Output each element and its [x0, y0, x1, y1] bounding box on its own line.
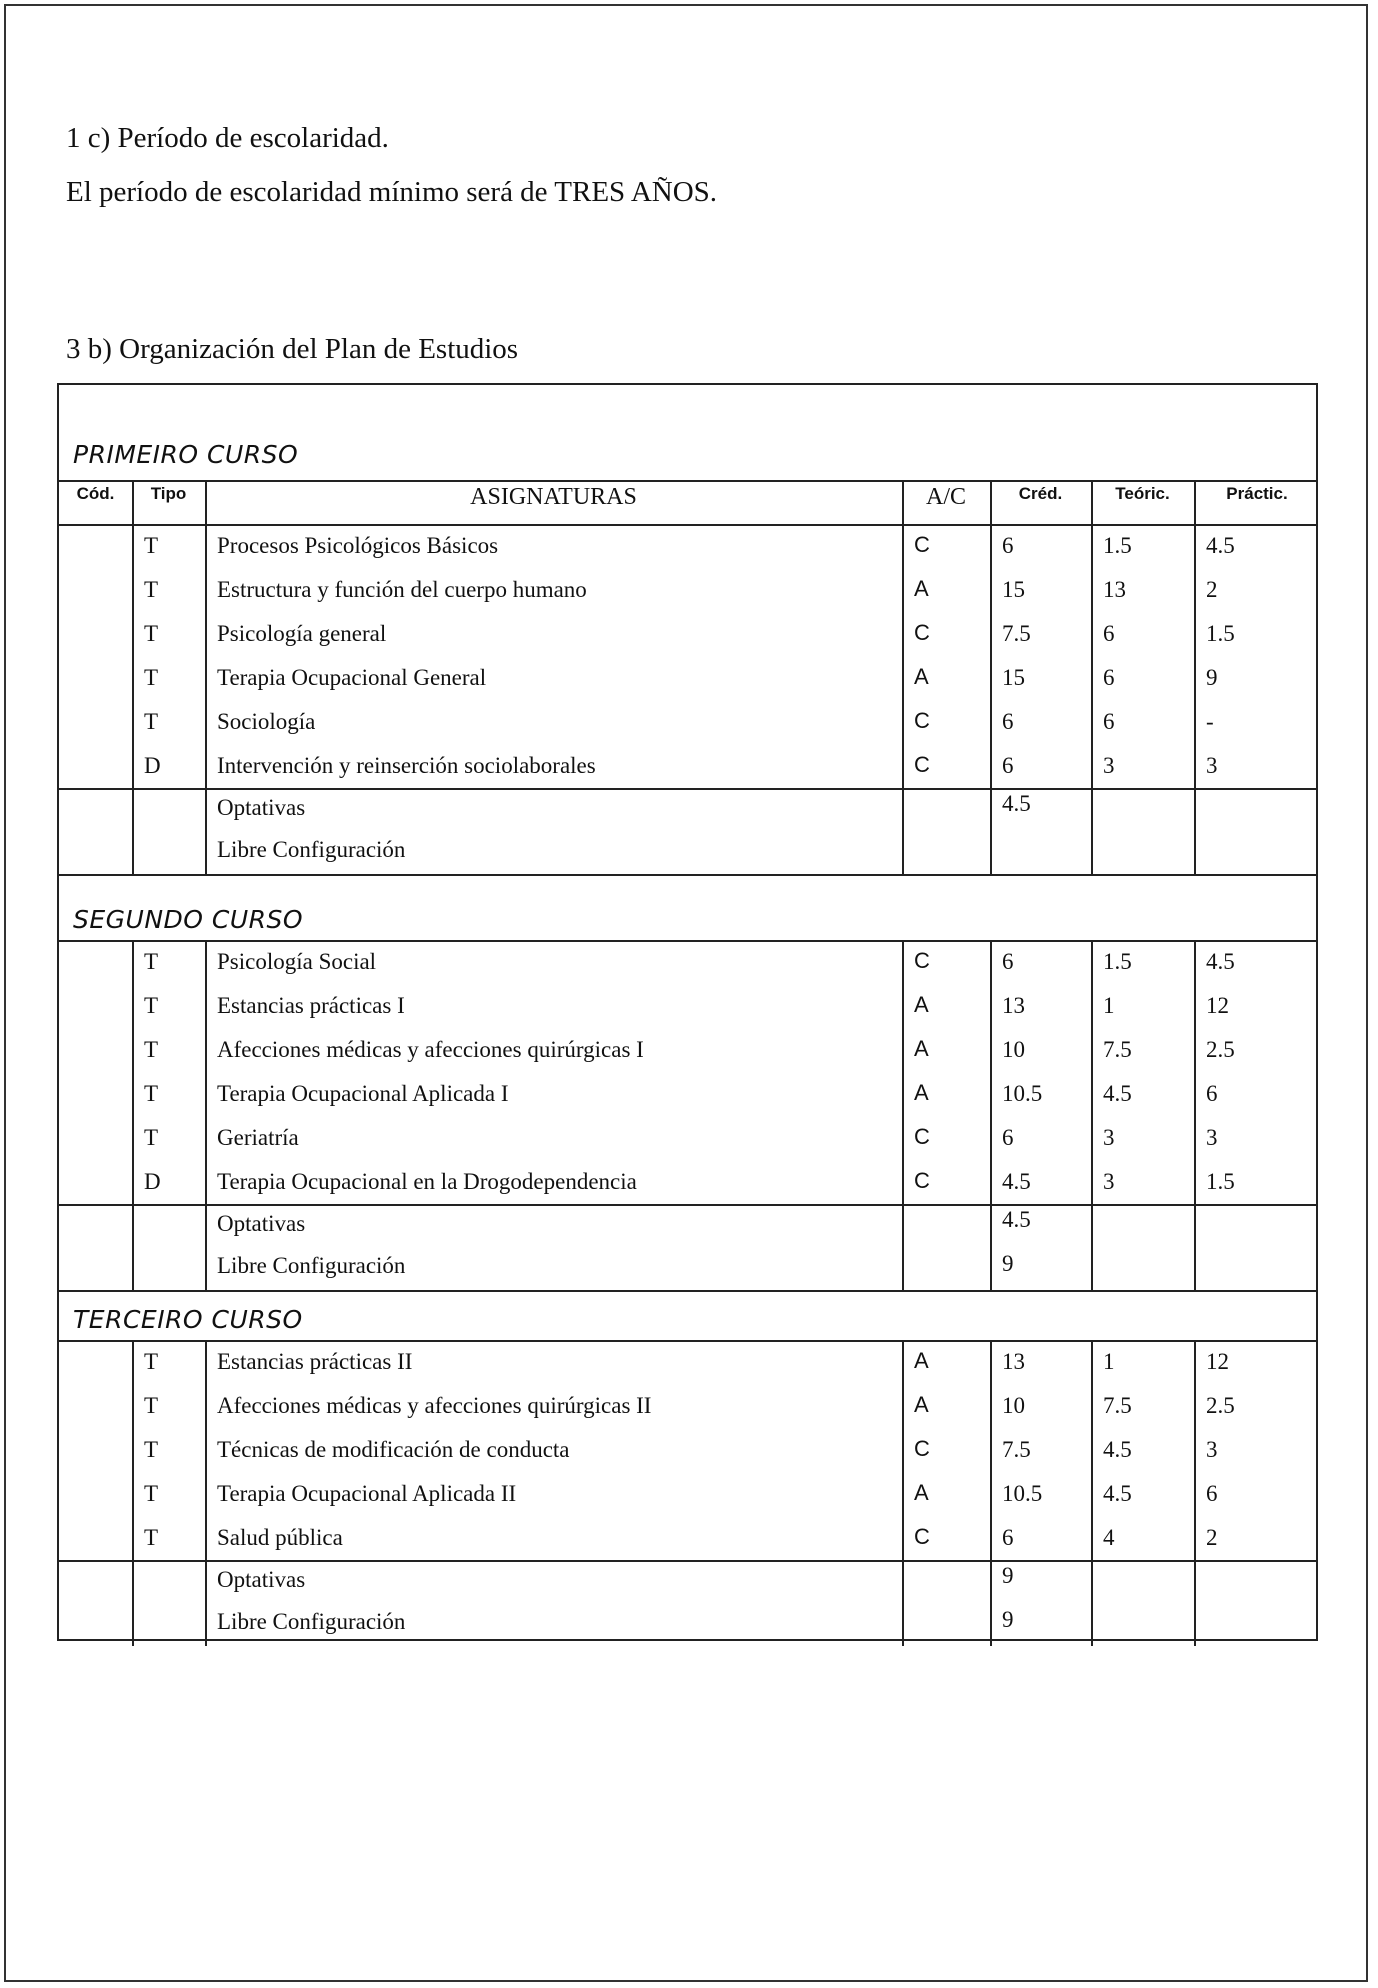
subject-practicos: 6	[1206, 1481, 1218, 1506]
subject-creditos: 6	[1002, 1525, 1014, 1550]
subject-teoricos: 3	[1103, 1125, 1115, 1150]
subject-ac: C	[914, 752, 930, 777]
subject-teoricos: 13	[1103, 577, 1126, 602]
subject-name: Terapia Ocupacional General	[217, 665, 487, 690]
libre-configuracion-label: Libre Configuración	[217, 1253, 406, 1278]
subject-tipo: T	[144, 621, 159, 646]
subject-teoricos: 6	[1103, 709, 1115, 734]
subject-teoricos: 6	[1103, 621, 1115, 646]
subject-creditos: 4.5	[1002, 1169, 1031, 1194]
libre-configuracion-creditos: 9	[1002, 1607, 1014, 1632]
column-divider	[132, 940, 134, 1290]
escolaridad-text: El período de escolaridad mínimo será de TRES AÑOS.	[66, 176, 718, 208]
subject-creditos: 10	[1002, 1393, 1025, 1418]
section-heading-plan: 3 b) Organización del Plan de Estudios	[66, 333, 519, 365]
row-divider	[59, 1560, 1316, 1562]
column-divider	[1194, 1340, 1196, 1646]
subject-name: Estancias prácticas II	[217, 1349, 413, 1374]
libre-configuracion-label: Libre Configuración	[217, 1609, 406, 1634]
subject-tipo: T	[144, 665, 159, 690]
row-divider	[59, 788, 1316, 790]
subject-ac: A	[914, 664, 929, 689]
subject-name: Terapia Ocupacional Aplicada I	[217, 1081, 509, 1106]
subject-teoricos: 4.5	[1103, 1437, 1132, 1462]
subject-creditos: 10.5	[1002, 1481, 1043, 1506]
subject-name: Sociología	[217, 709, 316, 734]
subject-tipo: T	[144, 993, 159, 1018]
subject-teoricos: 4.5	[1103, 1081, 1132, 1106]
column-divider	[1194, 480, 1196, 874]
column-divider	[205, 480, 207, 874]
column-header-teoric: Teóric.	[1115, 484, 1170, 503]
subject-teoricos: 7.5	[1103, 1393, 1132, 1418]
subject-teoricos: 6	[1103, 665, 1115, 690]
row-divider	[59, 524, 1316, 526]
subject-name: Psicología Social	[217, 949, 377, 974]
optativas-creditos: 4.5	[1002, 791, 1031, 816]
subject-name: Psicología general	[217, 621, 387, 646]
subject-practicos: 2.5	[1206, 1037, 1235, 1062]
subject-creditos: 10.5	[1002, 1081, 1043, 1106]
subject-creditos: 6	[1002, 1125, 1014, 1150]
subject-ac: C	[914, 532, 930, 557]
subject-ac: C	[914, 1524, 930, 1549]
column-divider	[902, 480, 904, 874]
subject-name: Intervención y reinserción sociolaborales	[217, 753, 596, 778]
subject-tipo: T	[144, 1437, 159, 1462]
subject-practicos: 6	[1206, 1081, 1218, 1106]
subject-creditos: 7.5	[1002, 621, 1031, 646]
subject-tipo: T	[144, 1081, 159, 1106]
subject-tipo: T	[144, 709, 159, 734]
subject-creditos: 6	[1002, 753, 1014, 778]
column-divider	[1091, 940, 1093, 1290]
subject-practicos: 4.5	[1206, 949, 1235, 974]
subject-practicos: 3	[1206, 753, 1218, 778]
subject-name: Afecciones médicas y afecciones quirúrgicas I	[217, 1037, 644, 1062]
subject-practicos: 1.5	[1206, 1169, 1235, 1194]
subject-tipo: T	[144, 1481, 159, 1506]
column-divider	[990, 480, 992, 874]
subject-teoricos: 1.5	[1103, 533, 1132, 558]
row-divider	[59, 1290, 1316, 1292]
row-divider	[59, 1340, 1316, 1342]
subject-creditos: 13	[1002, 1349, 1025, 1374]
subject-name: Estructura y función del cuerpo humano	[217, 577, 587, 602]
column-divider	[1194, 940, 1196, 1290]
optativas-creditos: 4.5	[1002, 1207, 1031, 1232]
subject-name: Terapia Ocupacional Aplicada II	[217, 1481, 517, 1506]
subject-tipo: T	[144, 949, 159, 974]
subject-tipo: D	[144, 1169, 161, 1194]
subject-name: Estancias prácticas I	[217, 993, 405, 1018]
subject-creditos: 6	[1002, 949, 1014, 974]
subject-ac: C	[914, 948, 930, 973]
column-divider	[902, 1340, 904, 1646]
subject-practicos: 9	[1206, 665, 1218, 690]
subject-tipo: T	[144, 577, 159, 602]
subject-practicos: 12	[1206, 1349, 1229, 1374]
subject-ac: C	[914, 1436, 930, 1461]
subject-ac: A	[914, 576, 929, 601]
optativas-label: Optativas	[217, 1211, 306, 1236]
column-header-asignaturas: ASIGNATURAS	[470, 484, 637, 510]
subject-tipo: T	[144, 1125, 159, 1150]
subject-creditos: 6	[1002, 709, 1014, 734]
row-divider	[59, 874, 1316, 876]
row-divider	[59, 480, 1316, 482]
subject-name: Terapia Ocupacional en la Drogodependencia	[217, 1169, 637, 1194]
subject-name: Afecciones médicas y afecciones quirúrgicas II	[217, 1393, 652, 1418]
subject-ac: C	[914, 1124, 930, 1149]
subject-practicos: 3	[1206, 1437, 1218, 1462]
subject-teoricos: 3	[1103, 753, 1115, 778]
subject-ac: A	[914, 1348, 929, 1373]
subject-creditos: 15	[1002, 577, 1025, 602]
column-header-ac: A/C	[925, 484, 966, 510]
subject-ac: A	[914, 1480, 929, 1505]
subject-tipo: D	[144, 753, 161, 778]
row-divider	[59, 940, 1316, 942]
study-plan-table	[57, 383, 1318, 1641]
subject-teoricos: 1	[1103, 1349, 1115, 1374]
subject-practicos: 3	[1206, 1125, 1218, 1150]
subject-ac: A	[914, 992, 929, 1017]
subject-tipo: T	[144, 1525, 159, 1550]
column-divider	[205, 940, 207, 1290]
subject-name: Procesos Psicológicos Básicos	[217, 533, 499, 558]
section-heading-escolaridad: 1 c) Período de escolaridad.	[66, 122, 389, 154]
subject-creditos: 7.5	[1002, 1437, 1031, 1462]
column-divider	[1091, 1340, 1093, 1646]
column-header-cod: Cód.	[76, 484, 115, 503]
section-title: TERCEIRO CURSO	[73, 1305, 303, 1334]
column-divider	[132, 480, 134, 874]
subject-practicos: 1.5	[1206, 621, 1235, 646]
subject-tipo: T	[144, 1349, 159, 1374]
optativas-label: Optativas	[217, 1567, 306, 1592]
subject-teoricos: 1.5	[1103, 949, 1132, 974]
subject-practicos: 2	[1206, 1525, 1218, 1550]
libre-configuracion-label: Libre Configuración	[217, 837, 406, 862]
subject-name: Salud pública	[217, 1525, 343, 1550]
optativas-creditos: 9	[1002, 1563, 1014, 1588]
row-divider	[59, 1204, 1316, 1206]
section-title: PRIMEIRO CURSO	[73, 440, 299, 469]
subject-tipo: T	[144, 533, 159, 558]
subject-creditos: 13	[1002, 993, 1025, 1018]
column-header-tipo: Tipo	[150, 484, 187, 503]
subject-ac: A	[914, 1036, 929, 1061]
subject-teoricos: 4.5	[1103, 1481, 1132, 1506]
section-title: SEGUNDO CURSO	[73, 905, 304, 934]
subject-teoricos: 7.5	[1103, 1037, 1132, 1062]
subject-tipo: T	[144, 1037, 159, 1062]
column-divider	[1091, 480, 1093, 874]
subject-tipo: T	[144, 1393, 159, 1418]
column-divider	[990, 1340, 992, 1646]
subject-teoricos: 4	[1103, 1525, 1115, 1550]
optativas-label: Optativas	[217, 795, 306, 820]
subject-ac: C	[914, 620, 930, 645]
column-divider	[902, 940, 904, 1290]
subject-ac: A	[914, 1392, 929, 1417]
subject-ac: C	[914, 708, 930, 733]
subject-practicos: 4.5	[1206, 533, 1235, 558]
column-divider	[205, 1340, 207, 1646]
column-header-cred: Créd.	[1018, 484, 1063, 503]
subject-creditos: 6	[1002, 533, 1014, 558]
subject-creditos: 10	[1002, 1037, 1025, 1062]
column-header-practic: Práctic.	[1226, 484, 1288, 503]
column-divider	[132, 1340, 134, 1646]
libre-configuracion-creditos: 9	[1002, 1251, 1014, 1276]
subject-practicos: -	[1206, 709, 1214, 734]
subject-ac: C	[914, 1168, 930, 1193]
subject-name: Técnicas de modificación de conducta	[217, 1437, 570, 1462]
subject-practicos: 12	[1206, 993, 1229, 1018]
column-divider	[990, 940, 992, 1290]
subject-teoricos: 1	[1103, 993, 1115, 1018]
subject-creditos: 15	[1002, 665, 1025, 690]
subject-ac: A	[914, 1080, 929, 1105]
subject-practicos: 2.5	[1206, 1393, 1235, 1418]
subject-practicos: 2	[1206, 577, 1218, 602]
subject-name: Geriatría	[217, 1125, 299, 1150]
subject-teoricos: 3	[1103, 1169, 1115, 1194]
